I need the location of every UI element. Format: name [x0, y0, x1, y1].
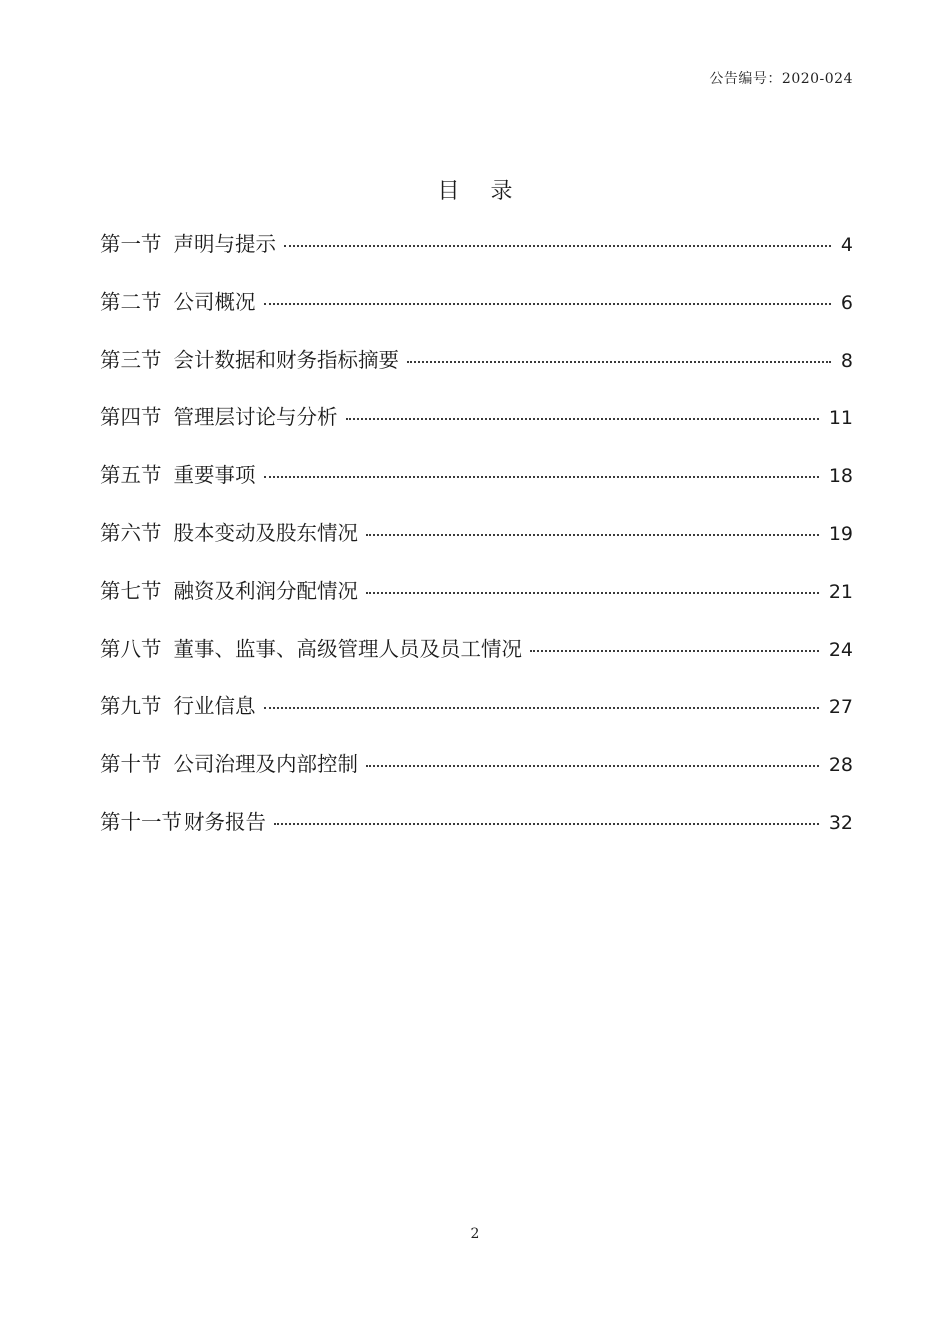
- toc-section-name: 董事、监事、高级管理人员及员工情况: [173, 636, 522, 661]
- page-number: 2: [470, 1226, 480, 1242]
- toc-section-name: 行业信息: [173, 694, 256, 719]
- toc-section-name: 公司治理及内部控制: [173, 752, 358, 777]
- dot-leader: [264, 476, 819, 478]
- toc-page-number: 19: [828, 522, 853, 545]
- dot-leader: [366, 592, 819, 594]
- toc-entry-4[interactable]: [100, 400, 853, 458]
- toc-section-label: 第十一节: [100, 809, 182, 834]
- toc-title: 目 录: [437, 179, 525, 204]
- toc-entry-1[interactable]: [100, 227, 853, 285]
- toc-section-label: 第五节: [100, 463, 162, 488]
- toc-entry-11[interactable]: [100, 805, 853, 863]
- toc-entry-2[interactable]: [100, 285, 853, 343]
- dot-leader: [366, 534, 819, 536]
- dot-leader: [284, 245, 831, 247]
- toc-entry-3[interactable]: [100, 343, 853, 401]
- toc-entry-9[interactable]: [100, 689, 853, 747]
- toc-entry-5[interactable]: [100, 458, 853, 516]
- toc-section-label: 第六节: [100, 520, 162, 545]
- toc-section-label: 第七节: [100, 578, 162, 603]
- toc-section-label: 第八节: [100, 636, 162, 661]
- toc-section-name: 融资及利润分配情况: [173, 578, 358, 603]
- dot-leader: [346, 418, 819, 420]
- toc-section-name: 股本变动及股东情况: [173, 520, 358, 545]
- toc-page-number: 8: [840, 349, 853, 372]
- toc-page-number: 4: [840, 234, 853, 256]
- toc-page-number: 21: [828, 580, 853, 603]
- toc-section-name: 重要事项: [173, 463, 256, 488]
- toc-entry-7[interactable]: [100, 574, 853, 632]
- toc-page-number: 11: [828, 407, 853, 430]
- toc-section-label: 第十节: [100, 752, 162, 777]
- toc-entry-6[interactable]: [100, 516, 853, 574]
- toc-page-number: 28: [828, 754, 853, 777]
- toc-section-label: 第九节: [100, 694, 162, 719]
- announcement-number: 公告编号：2020-024: [709, 71, 853, 87]
- toc-section-label: 第四节: [100, 405, 162, 430]
- toc-section-name: 声明与提示: [173, 232, 276, 256]
- dot-leader: [530, 650, 819, 652]
- dot-leader: [274, 823, 819, 825]
- toc-page-number: 27: [828, 696, 853, 719]
- dot-leader: [264, 303, 831, 305]
- toc-section-label: 第二节: [100, 289, 162, 314]
- table-of-contents: [100, 227, 853, 863]
- toc-page-number: 32: [828, 811, 853, 834]
- toc-section-name: 会计数据和财务指标摘要: [173, 347, 399, 372]
- toc-page-number: 18: [828, 465, 853, 488]
- toc-section-name: 公司概况: [173, 289, 256, 314]
- toc-entry-10[interactable]: [100, 747, 853, 805]
- dot-leader: [366, 765, 819, 767]
- toc-section-name: 管理层讨论与分析: [173, 405, 338, 430]
- toc-section-name: 财务报告: [184, 809, 266, 834]
- toc-section-label: 第三节: [100, 347, 162, 372]
- toc-entry-8[interactable]: [100, 632, 853, 690]
- toc-page-number: 6: [840, 291, 853, 314]
- toc-page-number: 24: [828, 638, 853, 661]
- dot-leader: [407, 361, 831, 363]
- toc-section-label: 第一节: [100, 232, 162, 256]
- dot-leader: [264, 707, 819, 709]
